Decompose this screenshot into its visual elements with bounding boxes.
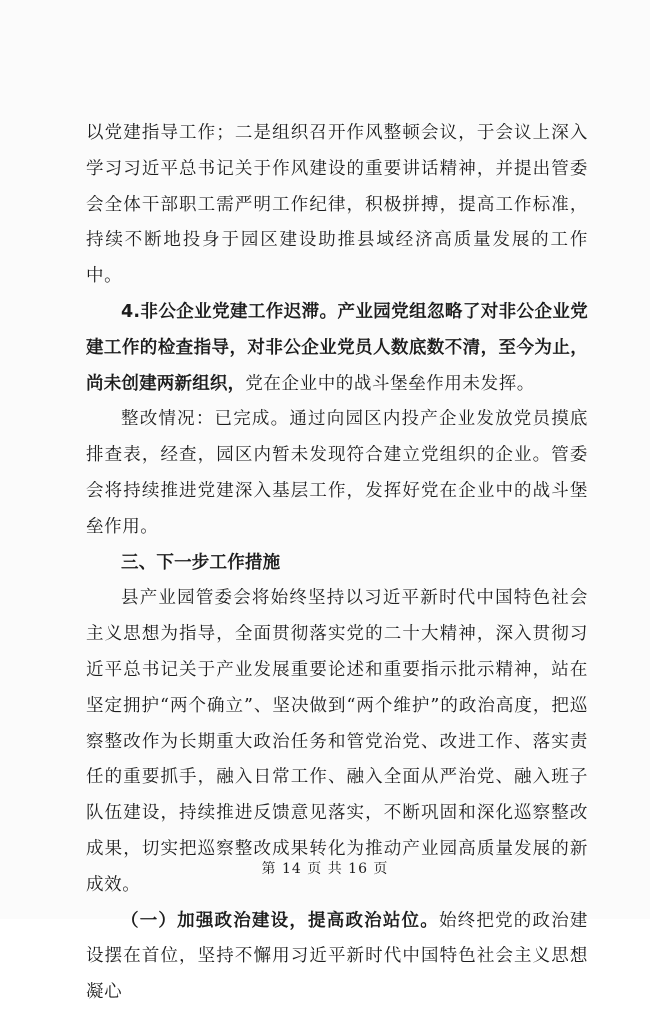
subheading-body: 始终把党的政治建设摆在首位，坚持不懈用习近平新时代中国特色社会主义思想凝心 — [86, 910, 588, 1003]
page-number: 第 14 页 共 16 页 — [261, 861, 389, 877]
subheading-bold: （一）加强政治建设，提高政治站位。 — [121, 910, 439, 931]
paragraph-next-steps: 县产业园管委会将始终坚持以习近平新时代中国特色社会主义思想为指导，全面贯彻落实党的二十大精神，深入贯彻习近平总书记关于产业发展重要论述和重要指示批示精神，站在坚定拥护“两个确立”、坚决做到“两个维护”的政治高度，把巡察整改作为长期重大政治任务和管党治党、改进工作、落实责任的重要抓手，融入日常工作、融入全面从严治党、融入班子队伍建设，持续推进反馈意见落实，不断巩固和深化巡察整改成果，切实把巡察整改成果转化为推动产业园高质量发展的新成效。 — [86, 588, 588, 895]
paragraph-issue-4 — [86, 295, 588, 402]
paragraph-political-building — [86, 904, 588, 1011]
paragraph-continuation: 以党建指导工作；二是组织召开作风整顿会议，于会议上深入学习习近平总书记关于作风建设的重要讲话精神，并提出管委会全体干部职工需严明工作纪律，积极拼搏，提高工作标准，持续不断地投身于园区建设助推县域经济高质量发展的工作中。 — [86, 123, 588, 287]
issue-heading-bold: 4.非公企业党建工作迟滞。产业园党组忽略了对非公企业党建工作的检查指导，对非公企业党员人数底数不清，至今为止，尚未创建两新组织， — [86, 301, 588, 394]
paragraph-rectification: 整改情况：已完成。通过向园区内投产企业发放党员摸底排查表，经查，园区内暂未发现符合建立党组织的企业。管委会将持续推进党建深入基层工作，发挥好党在企业中的战斗堡垒作用。 — [86, 409, 588, 537]
issue-heading-normal: 党在企业中的战斗堡垒作用未发挥。 — [245, 373, 535, 394]
section-heading: 三、下一步工作措施 — [121, 552, 281, 573]
